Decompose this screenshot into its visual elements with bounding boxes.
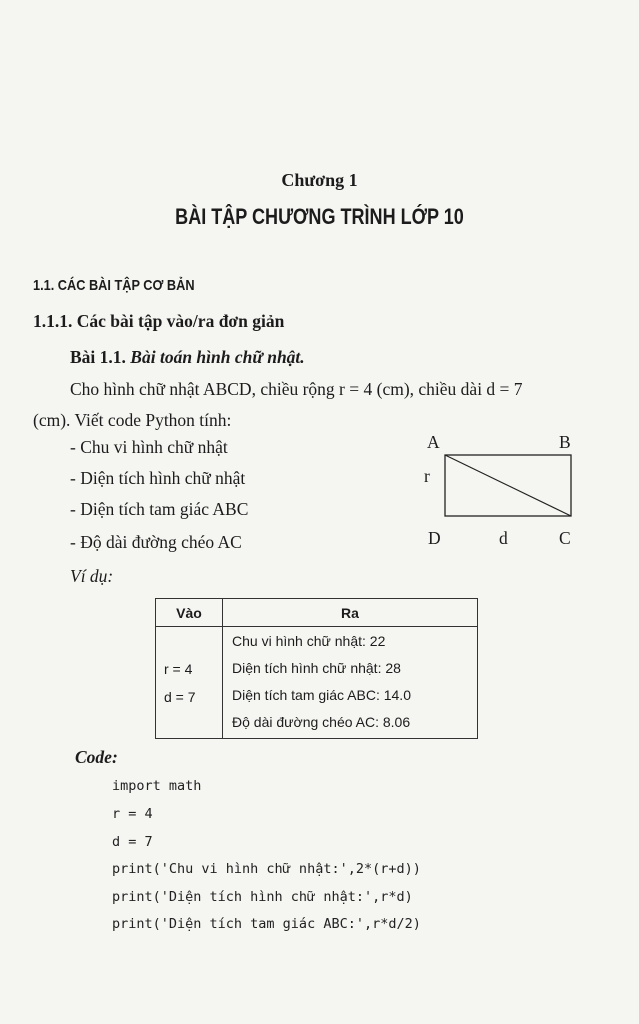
label-r: r — [424, 466, 430, 486]
vertex-a: A — [427, 432, 440, 452]
paragraph-line: Cho hình chữ nhật ABCD, chiều rộng r = 4 (cm), chiều dài d = 7 — [70, 379, 523, 399]
rectangle-shape — [444, 454, 573, 518]
paragraph-line: (cm). Viết code Python tính: — [33, 410, 232, 430]
exercise-name: Bài toán hình chữ nhật. — [130, 347, 305, 367]
code-label: Code: — [75, 747, 118, 767]
output-line: Diện tích hình chữ nhật: 28 — [232, 660, 401, 676]
header-input: Vào — [156, 599, 223, 627]
code-line: r = 4 — [112, 806, 153, 822]
vertex-c: C — [559, 528, 571, 548]
label-d: d — [499, 528, 508, 548]
output-line: Diện tích tam giác ABC: 14.0 — [232, 687, 411, 703]
vertex-d: D — [428, 528, 441, 548]
code-line: print('Diện tích tam giác ABC:',r*d/2) — [112, 916, 421, 932]
exercise-label: Bài 1.1. — [70, 347, 126, 367]
code-line: print('Chu vi hình chữ nhật:',2*(r+d)) — [112, 861, 421, 877]
subsection-heading: 1.1.1. Các bài tập vào/ra đơn giản — [33, 311, 285, 331]
output-line: Độ dài đường chéo AC: 8.06 — [232, 714, 411, 730]
chapter-label: Chương 1 — [281, 170, 358, 190]
output-line: Chu vi hình chữ nhật: 22 — [232, 633, 386, 649]
task-item: - Diện tích hình chữ nhật — [70, 468, 246, 488]
example-label: Ví dụ: — [70, 566, 114, 586]
task-item: - Diện tích tam giác ABC — [70, 499, 249, 519]
task-item: - Độ dài đường chéo AC — [70, 532, 242, 552]
section-heading: 1.1. CÁC BÀI TẬP CƠ BẢN — [33, 277, 195, 294]
header-output: Ra — [223, 599, 478, 627]
exercise-heading — [70, 347, 305, 368]
input-value: r = 4 — [164, 660, 193, 677]
chapter-title: BÀI TẬP CHƯƠNG TRÌNH LỚP 10 — [175, 204, 464, 229]
task-item: - Chu vi hình chữ nhật — [70, 437, 228, 457]
example-table — [155, 598, 478, 739]
code-line: import math — [112, 778, 202, 794]
code-line: print('Diện tích hình chữ nhật:',r*d) — [112, 889, 413, 905]
vertex-b: B — [559, 432, 571, 452]
code-line: d = 7 — [112, 834, 153, 850]
input-value: d = 7 — [164, 688, 196, 705]
